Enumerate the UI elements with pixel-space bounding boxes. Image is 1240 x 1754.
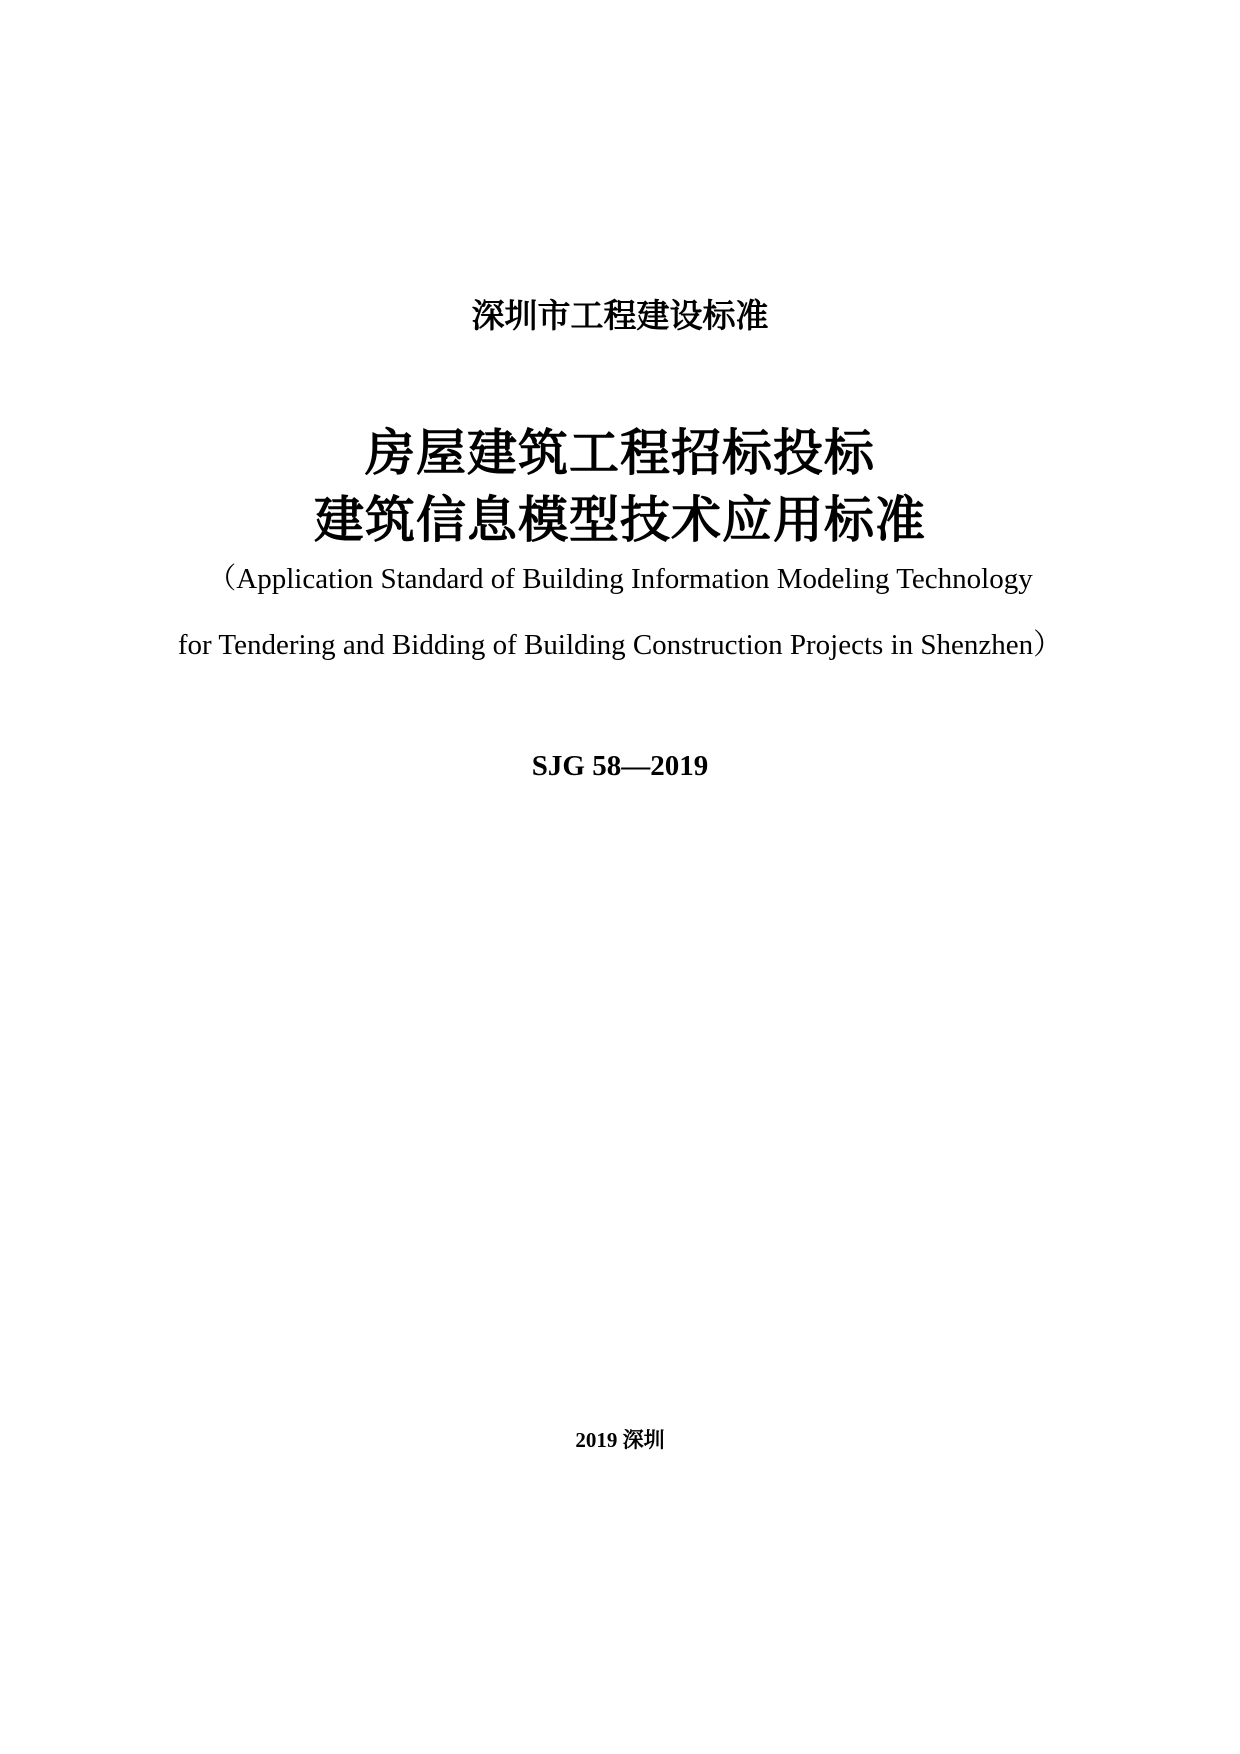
standard-code: SJG 58—2019: [531, 750, 709, 782]
document-title-line-1: 房屋建筑工程招标投标: [365, 424, 875, 482]
english-title-line-2: for Tendering and Bidding of Building Construction Projects in Shenzhen）: [177, 629, 1063, 661]
document-title-line-2: 建筑信息模型技术应用标准: [314, 491, 926, 549]
publication-year-place: 2019 深圳: [575, 1428, 665, 1452]
standard-series-heading: 深圳市工程建设标准: [471, 296, 769, 335]
english-title-line-1: （Application Standard of Building Information Modeling Technology: [207, 563, 1033, 595]
